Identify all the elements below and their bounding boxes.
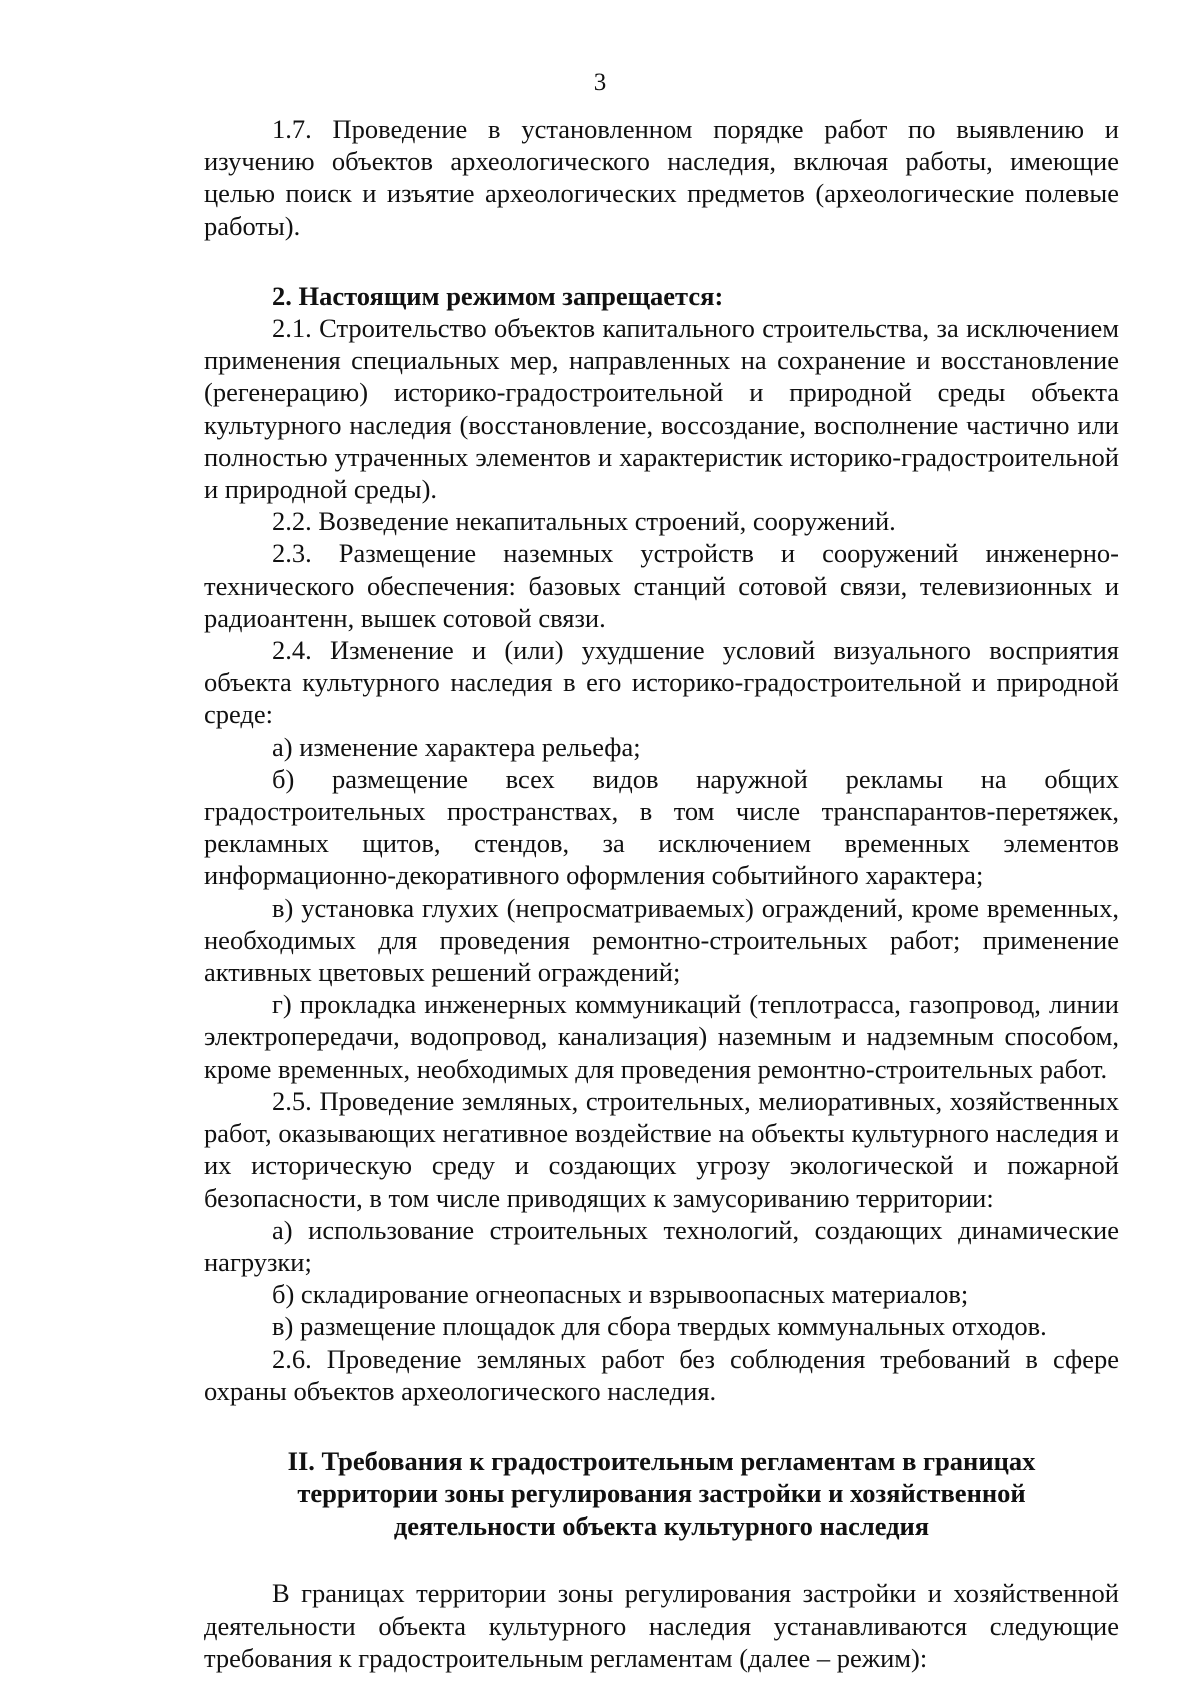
paragraph-2-3: 2.3. Размещение наземных устройств и сооружений инженерно-технического обеспечения: базовых станций сотовой связи, телевизионных и радиоантенн, вышек сотовой связи.: [204, 538, 1119, 633]
part-2-heading-line-2: территории зоны регулирования застройки и хозяйственной: [297, 1478, 1026, 1509]
paragraph-2-5-b: б) складирование огнеопасных и взрывоопасных материалов;: [272, 1279, 969, 1310]
paragraph-2-4-g: г) прокладка инженерных коммуникаций (теплотрасса, газопровод, линии электропередачи, водопровод, канализация) наземным и надземным способом, кроме временных, необходимых для проведения ремонтно-строительных работ.: [204, 989, 1119, 1084]
document-body: [204, 113, 1119, 1674]
paragraph-2-6: 2.6. Проведение земляных работ без соблюдения требований в сфере охраны объектов археологического наследия.: [204, 1343, 1119, 1406]
paragraph-2-1: 2.1. Строительство объектов капитального строительства, за исключением применения специальных мер, направленных на сохранение и восстановление (регенерацию) историко-градостроительной и природной среды объекта культурного наследия (восстановление, воссоздание, восполнение частично или полностью утраченных элементов и характеристик историко-градостроительной и природной среды).: [204, 313, 1119, 505]
part-2-heading-line-3: деятельности объекта культурного наследия: [393, 1510, 930, 1541]
paragraph-2-4-v: в) установка глухих (непросматриваемых) ограждений, кроме временных, необходимых для проведения ремонтно-строительных работ; применение активных цветовых решений ограждений;: [204, 892, 1119, 988]
paragraph-2-5: 2.5. Проведение земляных, строительных, мелиоративных, хозяйственных работ, оказывающих негативное воздействие на объекты культурного наследия и их историческую среду и создающих угрозу экологической и пожарной безопасности, в том числе приводящих к замусориванию территории:: [204, 1085, 1119, 1213]
paragraph-2-4-a: а) изменение характера рельефа;: [272, 731, 641, 762]
paragraph-2-5-v: в) размещение площадок для сбора твердых коммунальных отходов.: [272, 1311, 1047, 1342]
paragraph-2-4: 2.4. Изменение и (или) ухудшение условий визуального восприятия объекта культурного наследия в его историко-градостроительной и природной среде:: [204, 635, 1119, 730]
section-2-heading: 2. Настоящим режимом запрещается:: [272, 280, 724, 311]
paragraph-1-7: 1.7. Проведение в установленном порядке работ по выявлению и изучению объектов археологического наследия, включая работы, имеющие целью поиск и изъятие археологических предметов (археологические полевые работы).: [204, 114, 1119, 241]
paragraph-2-2: 2.2. Возведение некапитальных строений, сооружений.: [272, 506, 896, 537]
paragraph-2-4-b: б) размещение всех видов наружной рекламы на общих градостроительных пространствах, в том числе транспарантов-перетяжек, рекламных щитов, стендов, за исключением временных элементов информационно-декоративного оформления событийного характера;: [204, 763, 1119, 891]
paragraph-2-5-a: а) использование строительных технологий, создающих динамические нагрузки;: [204, 1214, 1119, 1277]
part-2-intro: В границах территории зоны регулирования застройки и хозяйственной деятельности объекта культурного наследия устанавливаются следующие требования к градостроительным регламентам (далее – режим):: [204, 1578, 1119, 1673]
page-number: 3: [593, 69, 607, 96]
part-2-heading: [204, 1445, 1119, 1543]
part-2-heading-line-1: II. Требования к градостроительным регламентам в границах: [287, 1445, 1036, 1476]
